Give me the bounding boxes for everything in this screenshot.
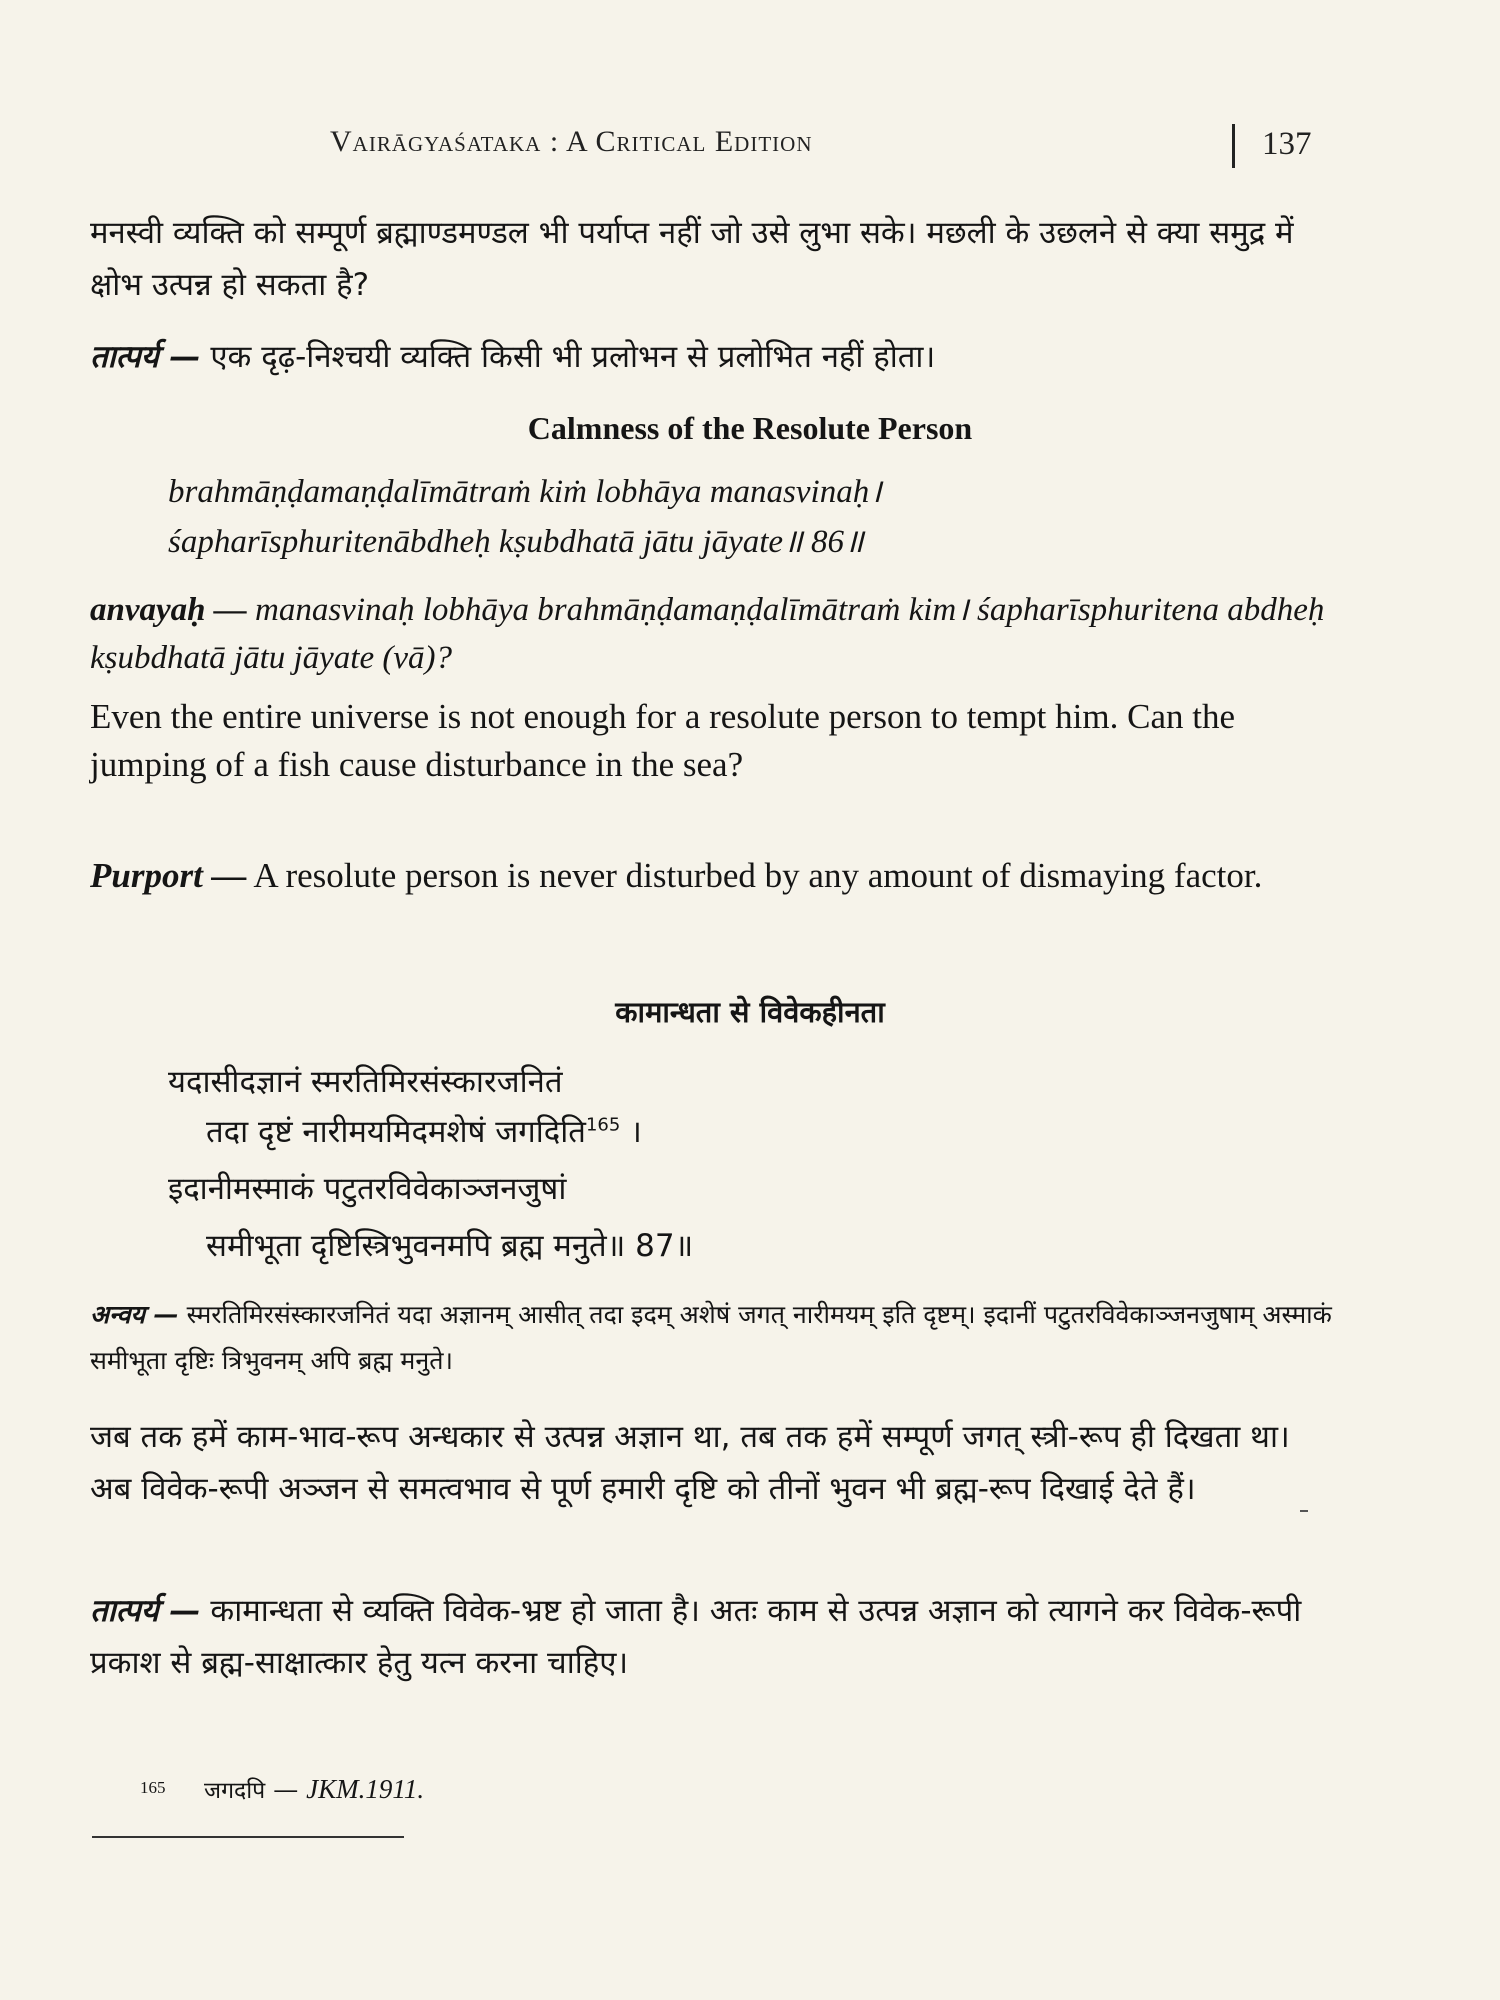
verse86-purport <box>90 852 1340 900</box>
verse86-purport-text: A resolute person is never disturbed by any amount of dismaying factor. <box>246 856 1263 895</box>
verse87-anvaya-label: अन्वय — <box>90 1300 179 1329</box>
verse86-line1: brahmāṇḍamaṇḍalīmātraṁ kiṁ lobhāya manasvinaḥ। <box>168 474 882 510</box>
verse86-anvaya-label: anvayaḥ — <box>90 592 247 628</box>
intro-purport-text: एक दृढ़-निश्चयी व्यक्ति किसी भी प्रलोभन से प्रलोभित नहीं होता। <box>200 339 936 375</box>
verse87-purport-text: कामान्धता से व्यक्ति विवेक-भ्रष्ट हो जाता है। अतः काम से उत्पन्न अज्ञान को त्यागने कर विवेक-रूपी प्रकाश से ब्रह्म-साक्षात्कार हेतु यत्न करना चाहिए। <box>90 1593 1302 1681</box>
verse87-line1: यदासीदज्ञानं स्मरतिमिरसंस्कारजनितं <box>168 1064 563 1100</box>
verse86-anvaya-text: manasvinaḥ lobhāya brahmāṇḍamaṇḍalīmātraṁ kim। śapharīsphuritena abdheḥ kṣubdhatā jātu jāyate (vā)? <box>90 592 1325 676</box>
verse87-line2-end: । <box>620 1114 642 1150</box>
verse87-line4: समीभूता दृष्टिस्त्रिभुवनमपि ब्रह्म मनुते॥ 87॥ <box>206 1228 694 1264</box>
verse87-purport-label: तात्पर्य — <box>90 1593 201 1629</box>
verse87-line2 <box>206 1106 642 1158</box>
verse87-line3: इदानीमस्माकं पटुतरविवेकाञ्जनजुषां <box>168 1171 567 1207</box>
verse86-anvaya <box>90 586 1340 682</box>
verse86-heading: Calmness of the Resolute Person <box>527 410 973 446</box>
footnote-number: 165 <box>140 1778 166 1797</box>
footnote-165 <box>204 1773 424 1805</box>
verse87-line2-text: तदा दृष्टं नारीमयमिदमशेषं जगदिति <box>206 1114 586 1150</box>
verse86-translation: Even the entire universe is not enough for a resolute person to tempt him. Can the jumping of a fish cause disturbance in the sea? <box>90 697 1235 784</box>
verse86-purport-label: Purport — <box>90 856 247 895</box>
verse87-heading: कामान्धता से विवेकहीनता <box>615 995 885 1029</box>
verse87-anvaya <box>90 1292 1340 1384</box>
intro-hindi-translation: मनस्वी व्यक्ति को सम्पूर्ण ब्रह्माण्डमण्डल भी पर्याप्त नहीं जो उसे लुभा सके। मछली के उछलने से क्या समुद्र में क्षोभ उत्पन्न हो सकता है? <box>90 215 1294 303</box>
print-mark <box>1300 1510 1308 1512</box>
running-title: Vairāgyaśataka : A Critical Edition <box>330 125 813 158</box>
verse87-purport <box>90 1585 1340 1689</box>
header-divider <box>1232 124 1235 168</box>
intro-purport <box>90 331 1340 383</box>
verse86-line2: śapharīsphuritenābdheḥ kṣubdhatā jātu jāyate॥ 86॥ <box>168 524 864 560</box>
footnote-dash: — <box>265 1775 307 1804</box>
footnote-source: JKM.1911. <box>306 1774 425 1804</box>
footnote-variant: जगदपि <box>204 1778 266 1804</box>
page-number: 137 <box>1262 126 1312 162</box>
verse87-anvaya-text: स्मरतिमिरसंस्कारजनितं यदा अज्ञानम् आसीत् तदा इदम् अशेषं जगत् नारीमयम् इति दृष्टम्। इदानीं पटुतरविवेकाञ्जनजुषाम् अस्माकं समीभूता दृष्टिः त्रिभुवनम् अपि ब्रह्म मनुते। <box>90 1300 1332 1375</box>
footnote-separator <box>92 1836 404 1838</box>
footnote-ref-165[interactable]: 165 <box>585 1114 621 1136</box>
intro-purport-label: तात्पर्य — <box>90 339 201 375</box>
verse87-hindi-translation: जब तक हमें काम-भाव-रूप अन्धकार से उत्पन्न अज्ञान था, तब तक हमें सम्पूर्ण जगत् स्त्री-रूप ही दिखता था। अब विवेक-रूपी अञ्जन से समत्वभाव से पूर्ण हमारी दृष्टि को तीनों भुवन भी ब्रह्म-रूप दिखाई देते हैं। <box>90 1419 1290 1507</box>
